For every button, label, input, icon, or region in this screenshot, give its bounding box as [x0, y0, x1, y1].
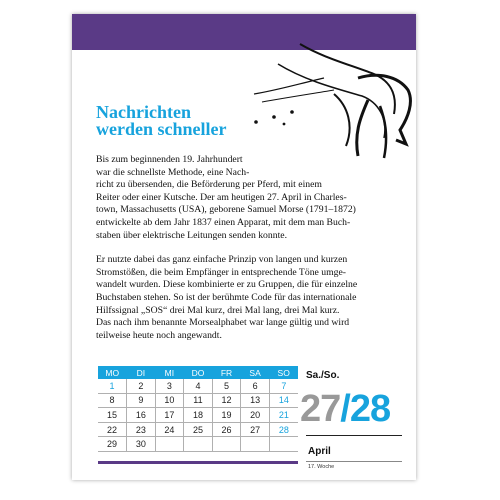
title-line: werden schneller [96, 119, 227, 139]
month-calendar [98, 366, 298, 452]
text-line: richt zu übersenden, die Beförderung per Pferd, mit einem [96, 179, 322, 191]
calendar-day: 2 [127, 379, 156, 393]
text-line: wandelt wurden. Diese kombinierte er zu Gruppen, die für einzelne [96, 279, 358, 291]
text-line: Er nutzte dabei das ganz einfache Prinzip von langen und kurzen [96, 254, 348, 266]
text-line: Reiter oder einer Kutsche. Der am heutigen 27. April in Charles- [96, 191, 347, 203]
sunday-date: 28 [349, 388, 391, 430]
calendar-day: 1 [98, 379, 127, 393]
calendar-day: 24 [155, 422, 184, 437]
weekend-label: Sa./So. [306, 370, 340, 381]
calendar-day [155, 437, 184, 452]
calendar-day: 22 [98, 422, 127, 437]
article-body [96, 154, 398, 342]
calendar-day: 4 [184, 379, 213, 393]
weekday-header-row [98, 366, 298, 379]
calendar-day: 20 [241, 408, 270, 423]
weekday-header: DO [184, 366, 213, 379]
text-line: entwickelte ab dem Jahr 1837 einen Apparat, mit dem man Buch- [96, 216, 351, 228]
week-number: 17. Woche [308, 464, 335, 470]
text-line: Das nach ihm benannte Morsealphabet war lange gültig und wird [96, 317, 350, 329]
text-line: staben über elektrische Leitungen senden konnte. [96, 229, 287, 241]
weekday-header: MI [155, 366, 184, 379]
calendar-day: 19 [212, 408, 241, 423]
calendar-day: 7 [269, 379, 298, 393]
calendar-day: 10 [155, 393, 184, 408]
calendar-day: 3 [155, 379, 184, 393]
weekday-header: SO [269, 366, 298, 379]
calendar-day: 26 [212, 422, 241, 437]
calendar-day: 5 [212, 379, 241, 393]
calendar-day: 17 [155, 408, 184, 423]
calendar-day: 11 [184, 393, 213, 408]
calendar-day: 28 [269, 422, 298, 437]
week-divider [306, 461, 402, 462]
calendar-bottom-rule [98, 461, 298, 464]
calendar-day: 21 [269, 408, 298, 423]
calendar-day: 30 [127, 437, 156, 452]
big-date [300, 388, 390, 431]
calendar-day: 27 [241, 422, 270, 437]
month-name: April [308, 446, 331, 457]
calendar-day: 13 [241, 393, 270, 408]
weekday-header: SA [241, 366, 270, 379]
text-line: town, Massachusetts (USA), geborene Samuel Morse (1791–1872) [96, 204, 356, 216]
text-line: Hilfssignal „SOS“ drei Mal kurz, drei Mal lang, drei Mal kurz. [96, 304, 340, 316]
saturday-date: 27 [300, 388, 341, 430]
article-title [96, 104, 276, 138]
calendar-day [241, 437, 270, 452]
weekday-header: DI [127, 366, 156, 379]
calendar-day: 8 [98, 393, 127, 408]
date-separator: / [340, 388, 350, 430]
calendar-day: 12 [212, 393, 241, 408]
calendar-week-row [98, 437, 298, 452]
calendar-day: 14 [269, 393, 298, 408]
calendar-week-row [98, 422, 298, 437]
weekday-header: FR [212, 366, 241, 379]
calendar-week-row [98, 379, 298, 393]
calendar-day: 16 [127, 408, 156, 423]
title-line: Nachrichten [96, 102, 191, 122]
text-line: Bis zum beginnenden 19. Jahrhundert [96, 154, 243, 165]
calendar-day: 9 [127, 393, 156, 408]
text-line: Stromstößen, die beim Empfänger in entsprechende Töne umge- [96, 266, 347, 278]
calendar-day: 25 [184, 422, 213, 437]
calendar-day: 23 [127, 422, 156, 437]
date-divider [306, 435, 402, 436]
text-line: teilweise heute noch angewandt. [96, 329, 222, 341]
text-line: war die schnellste Methode, eine Nach- [96, 166, 250, 178]
calendar-week-row [98, 393, 298, 408]
calendar-day: 15 [98, 408, 127, 423]
calendar-day: 18 [184, 408, 213, 423]
day-panel [298, 366, 412, 476]
weekday-header: MO [98, 366, 127, 379]
paragraph [96, 254, 398, 342]
calendar-day [184, 437, 213, 452]
calendar-week-row [98, 408, 298, 423]
calendar-day [269, 437, 298, 452]
paragraph [96, 154, 398, 242]
calendar-day: 6 [241, 379, 270, 393]
calendar-page [72, 14, 416, 480]
text-line: Buchstaben stehen. So ist der berühmte Code für das internationale [96, 291, 357, 303]
calendar-day: 29 [98, 437, 127, 452]
calendar-day [212, 437, 241, 452]
